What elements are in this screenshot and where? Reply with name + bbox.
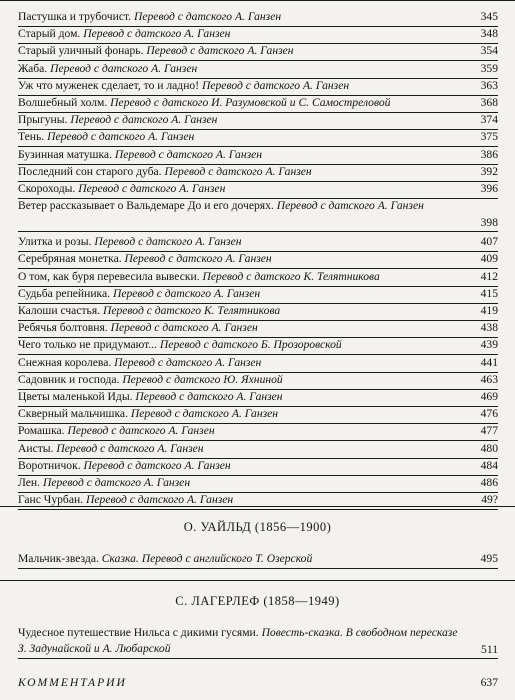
section-heading-lagerlof: С. ЛАГЕРЛЕФ (1858—1949) [175, 594, 340, 608]
entry-credit: Перевод с датского А. Ганзен [50, 61, 198, 75]
toc-entry [18, 180, 498, 199]
entry-credit: Перевод с датского А. Ганзен [133, 10, 282, 23]
entry-text [18, 354, 261, 372]
entry-credit: Перевод с датского А. Ганзен [146, 44, 294, 58]
entry-page: 486 [480, 476, 498, 489]
entry-title: Ребячья болтовня. [18, 321, 108, 335]
toc-entry [18, 336, 498, 355]
toc-entry [18, 319, 498, 338]
entry-page: 398 [480, 216, 498, 230]
entry-page: 438 [480, 321, 498, 335]
entry-page: 359 [480, 61, 498, 75]
entry-text [18, 111, 217, 129]
entry-credit: Перевод с датского Б. Прозоровской [159, 338, 342, 352]
entry-title: Последний сон старого дуба. [18, 164, 162, 178]
top-rule [0, 0, 515, 1]
toc-entry [18, 146, 498, 165]
toc-entry [18, 94, 498, 113]
entry-title: Скверный мальчишка. [18, 407, 128, 421]
entry-title: О том, как буря перевесила вывески. [18, 269, 200, 283]
entry-page: 375 [480, 130, 498, 144]
toc-entry [18, 111, 498, 130]
toc-entry [18, 422, 498, 441]
toc-entry [18, 371, 498, 390]
toc-entry [18, 491, 498, 510]
toc-entry [18, 388, 498, 407]
toc-entry [18, 285, 498, 304]
entry-text [18, 268, 380, 286]
toc-entry [18, 60, 498, 79]
entry-credit: Перевод с датского А. Ганзен [86, 493, 234, 507]
entry-comments [18, 674, 498, 692]
entry-title: Лен. [18, 476, 41, 489]
entry-title: Мальчик-звезда. [18, 552, 99, 565]
entry-text [18, 422, 215, 440]
entry-title: Цветы маленькой Иды. [18, 390, 133, 403]
entry-page: 392 [480, 164, 498, 178]
entry-credit: Перевод с датского А. Ганзен [112, 286, 261, 300]
entry-text [18, 233, 241, 251]
entry-credit: Перевод с датского А. Ганзен [56, 441, 204, 455]
entry-credit: Перевод с датского К. Телятникова [202, 269, 380, 283]
entry-credit: Перевод с датского А. Ганзен [114, 147, 263, 161]
entry-credit: Перевод с датского А. Ганзен [70, 113, 218, 127]
entry-text [18, 388, 283, 406]
entry-text [18, 319, 258, 337]
toc-entry [18, 233, 498, 252]
entry-page: 407 [480, 235, 498, 249]
entry-title: Снежная королева. [18, 355, 112, 369]
entry-text [18, 42, 294, 60]
entry-page: 412 [480, 269, 498, 283]
entry-page: 463 [480, 372, 498, 386]
entry-credit: Перевод с датского А. Ганзен [94, 235, 242, 249]
entry-text [18, 440, 204, 458]
toc-entry [18, 25, 498, 44]
section-heading-wilde: О. УАЙЛЬД (1856—1900) [183, 520, 332, 534]
entry-text [18, 146, 262, 164]
entry-credit: Перевод с датского А. Ганзен [201, 78, 350, 92]
section-divider [0, 580, 515, 581]
entry-page: 439 [480, 338, 498, 352]
entry-title: Серебряная монетка. [18, 252, 122, 266]
entry-credit: Повесть-сказка. В свободном пересказе З. Задунайской и А. Любарской [18, 626, 458, 655]
entry-text [18, 405, 278, 423]
entry-title: Ганс Чурбан. [18, 493, 84, 507]
entry-title: Ромашка. [18, 424, 65, 438]
entry-page: 480 [480, 441, 498, 455]
entry-page: 419 [480, 304, 498, 317]
toc-entry [18, 405, 498, 424]
entry-credit: Перевод с датского А. Ганзен [83, 458, 231, 472]
entry-page: 345 [480, 10, 498, 23]
toc-entry [18, 302, 498, 321]
toc-entry [18, 128, 498, 147]
entry-title: Жаба. [18, 61, 48, 75]
entry-page: 441 [480, 355, 498, 369]
entry-page: 374 [480, 113, 498, 127]
entry-title: Судьба репейника. [18, 286, 111, 300]
entry-page: 409 [480, 252, 498, 266]
entry-page: 415 [480, 286, 498, 300]
entry-page: 476 [480, 407, 498, 421]
entry-text [18, 550, 312, 568]
entry-title: Скороходы. [18, 182, 76, 195]
entry-lagerlof [18, 624, 498, 659]
entry-credit: Перевод с датского Ю. Яхниной [122, 372, 283, 386]
entry-credit: Перевод с датского А. Ганзен [67, 424, 215, 438]
entry-page: 49? [481, 493, 498, 507]
toc-entry [18, 250, 498, 269]
entry-title: Чудесное путешествие Нильса с дикими гусями. [18, 626, 259, 639]
entry-credit: Перевод с датского А. Ганзен [47, 130, 195, 144]
entry-title: Аисты. [18, 441, 54, 455]
entry-page: 477 [480, 424, 498, 438]
entry-text [18, 250, 272, 268]
entry-text [18, 336, 342, 354]
toc-entry [18, 354, 498, 373]
section-divider [0, 506, 515, 507]
toc-entry [18, 42, 498, 61]
entry-text [18, 77, 349, 95]
entry-text [18, 198, 458, 214]
toc-entry [18, 268, 498, 287]
entry-text [18, 302, 280, 320]
entry-credit: Перевод с датского А. Ганзен [110, 321, 258, 335]
toc-entry [18, 8, 498, 27]
entry-page: 386 [480, 147, 498, 161]
entry-page: 396 [480, 182, 498, 195]
entry-title: Садовник и господа. [18, 372, 120, 386]
entry-credit: Перевод с датского К. Телятникова [102, 304, 281, 317]
entry-credit: Перевод с датского А. Ганзен [124, 252, 272, 266]
toc-entry [18, 197, 498, 232]
entry-title: Улитка и розы. [18, 235, 92, 249]
entry-text [18, 285, 260, 303]
toc-entry [18, 457, 498, 476]
entry-credit: Перевод с датского А. Ганзен [114, 355, 262, 369]
entry-credit: Перевод с датского А. Ганзен [42, 476, 191, 489]
entry-page: 348 [480, 27, 498, 41]
entry-text [18, 371, 283, 389]
entry-credit: Перевод с датского А. Ганзен [83, 27, 231, 41]
entry-title: Старый уличный фонарь. [18, 44, 144, 58]
entry-page: 368 [480, 96, 498, 109]
entry-credit: Перевод с датского И. Разумовской и С. Самостреловой [110, 96, 391, 109]
entry-title: Чего только не придумают... [18, 338, 158, 352]
toc-entry [18, 474, 498, 493]
entry-title: Пастушка и трубочист. [18, 10, 132, 23]
entry-text [18, 8, 281, 26]
entry-text [18, 128, 194, 146]
entry-title: Старый дом. [18, 27, 81, 41]
entry-title: Тень. [18, 130, 45, 144]
entry-text [18, 94, 390, 112]
entry-page: 363 [480, 78, 498, 92]
entry-page: 637 [480, 676, 498, 689]
toc-entry [18, 163, 498, 182]
entry-text [18, 474, 190, 492]
entry-page: 511 [481, 643, 498, 656]
entry-text [18, 25, 230, 43]
entry-text [18, 625, 458, 657]
entry-title: Уж что муженек сделает, то и ладно! [18, 78, 200, 92]
entry-text [18, 180, 225, 198]
entry-credit: Перевод с датского А. Ганзен [78, 182, 226, 195]
entry-credit: Перевод с датского А. Ганзен [164, 164, 312, 178]
toc-entry [18, 77, 498, 96]
entry-title: Калоши счастья. [18, 304, 101, 317]
entry-credit: Сказка. Перевод с английского Т. Озерской [101, 552, 313, 565]
entry-credit: Перевод с датского А. Ганзен [135, 390, 283, 403]
toc-entry [18, 440, 498, 459]
entry-page: 354 [480, 44, 498, 58]
entry-title: Воротничок. [18, 458, 81, 472]
comments-label: КОММЕНТАРИИ [18, 676, 127, 689]
entry-credit: Перевод с датского А. Ганзен [276, 199, 424, 213]
entry-credit: Перевод с датского А. Ганзен [130, 407, 279, 421]
entry-title: Бузинная матушка. [18, 147, 112, 161]
entry-title: Волшебный холм. [18, 96, 108, 109]
entry-title: Ветер рассказывает о Вальдемаре До и его дочерях. [18, 199, 274, 213]
entry-title: Прыгуны. [18, 113, 68, 127]
entry-text [18, 457, 231, 475]
entry-page: 495 [480, 552, 498, 565]
entry-page: 484 [480, 458, 498, 472]
entry-page: 469 [480, 390, 498, 403]
entry-wilde [18, 550, 498, 569]
entry-text [18, 60, 197, 78]
entry-text [18, 163, 312, 181]
